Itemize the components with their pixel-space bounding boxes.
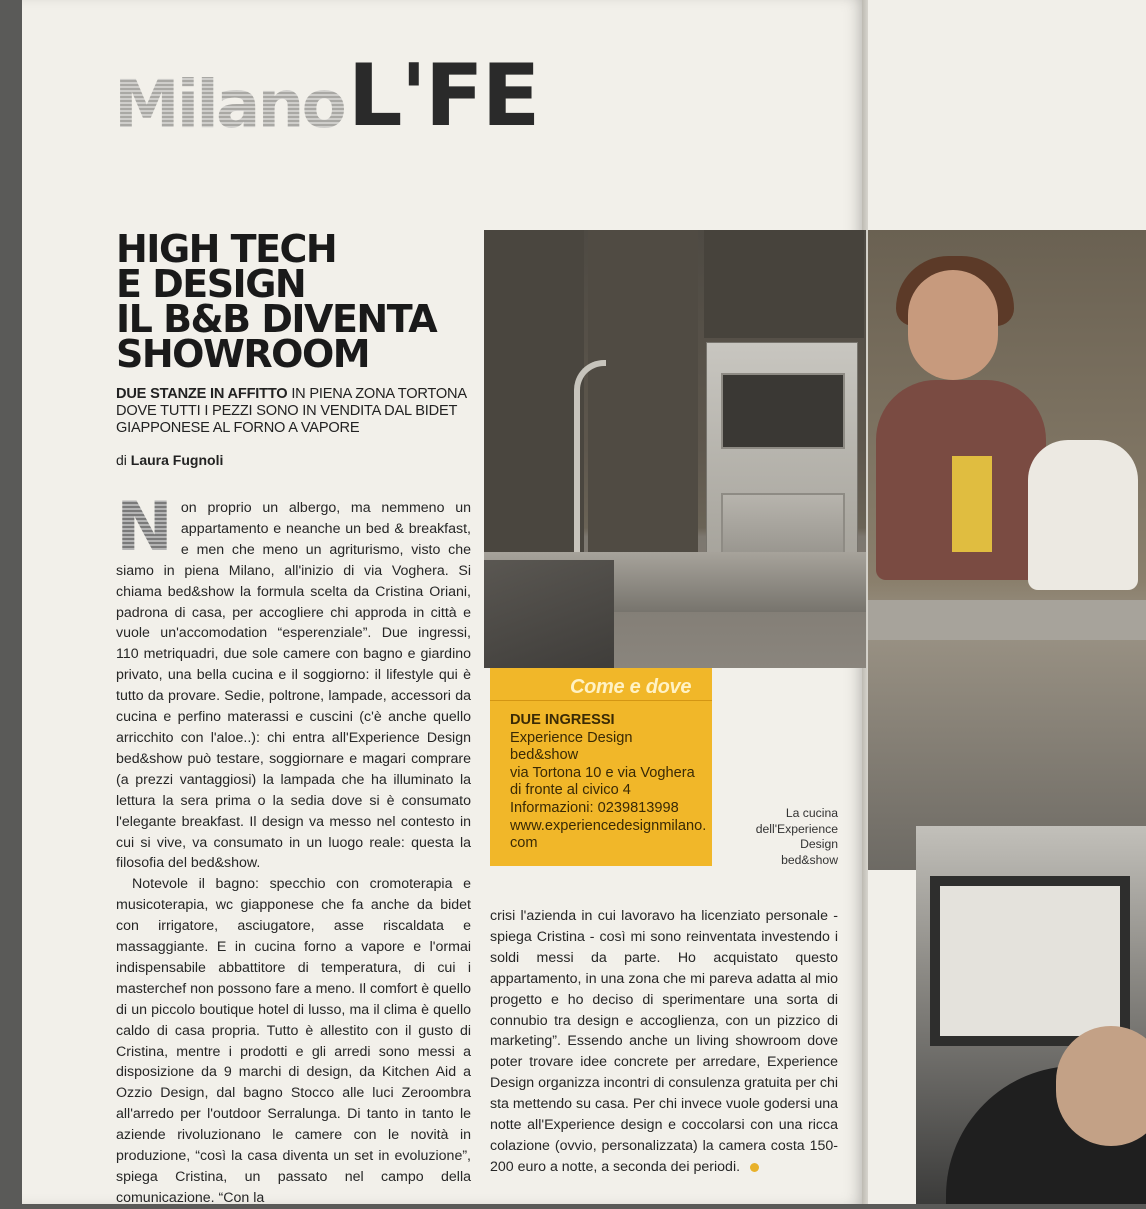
woman-head [908,270,998,380]
byline [116,452,223,468]
paragraph-1 [116,488,471,874]
masthead [114,46,539,147]
info-line: via Tortona 10 e via Voghera [510,764,695,781]
article-column-1 [116,488,471,1209]
headline-line: IL B&B DIVENTA [116,297,437,341]
caption-line: Design [800,837,838,852]
oven-window [721,373,845,449]
caption-line: dell'Experience [755,821,838,836]
info-line: com [510,835,538,852]
photo-caption [720,806,838,868]
byline-author: Laura Fugnoli [130,452,224,468]
info-box-rule [490,700,712,701]
counter-top [868,600,1146,640]
article-subhead [116,386,476,437]
end-bullet-icon [750,1163,759,1172]
caption-line: bed&show [781,852,838,867]
headline-line: HIGH TECH [116,227,337,271]
stand-mixer [1028,440,1138,590]
masthead-life: L'FE [347,46,539,147]
info-box-body [510,712,706,853]
dropcap: N [116,488,173,567]
info-line: Experience Design [510,729,633,746]
info-line: bed&show [510,747,579,764]
cabinet-panel [704,230,864,338]
info-line: Informazioni: 0239813998 [510,799,679,816]
info-box-heading: DUE INGRESSI [510,712,615,728]
kitchen-faucet [574,360,606,566]
byline-prefix: di [116,452,131,468]
masthead-milano: Milano [114,66,344,143]
window-frame [930,876,1130,1046]
grey-towel [484,560,614,668]
article-headline [116,227,476,376]
article-column-2 [490,906,838,1178]
subhead-lead: DUE STANZE IN AFFITTO [116,386,288,402]
cabinet-panel [484,230,584,552]
paragraph-3: crisi l'azienda in cui lavoravo ha licenziato personale - spiega Cristina - così mi sono reinventata investendo i soldi messi da parte. Ho acquistato questo appartamento, in una zona che mi pareva adatta al mio progetto e ho deciso di sperimentare una sorta di connubio tra design e accoglienza, con un pizzico di marketing”. Essendo anche un living showroom dove poter trovare idee concrete per arredare, Experience Design organizza incontri di consulenza gratuita per chi sta mettendo su casa. Per chi invece vuole godersi una notte all'Experience design e coccolarsi con una ricca colazione (ovvio, personalizzata) la camera costa 150-200 euro a notte, a seconda dei periodi. [490,908,838,1175]
headline-line: SHOWROOM [116,332,370,376]
pasta-sheet [952,456,992,552]
caption-line: La cucina [785,806,838,820]
subhead-text: IN PIENA ZONA TORTONA DOVE TUTTI I PEZZI SONO IN VENDITA DAL BIDET GIAPPONESE AL FORNO A VAPORE [116,386,467,436]
info-box-title: Come e dove [570,676,692,698]
headline-line: E DESIGN [116,262,306,306]
paragraph-1-text: on proprio un albergo, ma nemmeno un appartamento e neanche un bed & breakfast, e men che meno un agriturismo, visto che siamo in piena Milano, all'inizio di via Voghera. Si chiama bed&show la formula scelta da Cristina Oriani, padrona di casa, per accogliere chi approda in città e vuole un'accomodation “esperenziale”. Due ingressi, 110 metriquadri, due sole camere con bagno e giardino privato, una bella cucina e il soggiorno: il lifestyle qui è tutto da provare. Sedie, poltrone, lampade, accessori da cucina e perfino materassi e cuscini (c'è anche quello arricchito con l'aloe..): chi entra all'Experience Design bed&show può testare, soggiornare e magari comprare (a prezzi vantaggiosi) la lampada che ha illuminato la lettura la sera prima o la sedia dove si è consumato l'elegante breakfast. Il design va messo nel contesto in cui si vive, va consumato in un luogo reale: questa la filosofia del bed&show. [116,500,471,872]
kitchen-photo [484,230,866,668]
info-line: www.experiencedesignmilano. [510,817,707,834]
person-head [1056,1026,1146,1146]
kitchen-photo-continuation [868,230,1146,870]
paragraph-2: Notevole il bagno: specchio con cromoterapia e musicoterapia, wc giapponese che fa anche da bidet con irrigatore, asciugatore, asse riscaldata e massaggiante. E in cucina forno a vapore e l'ormai indispensabile abbattitore di temperatura, di cui i masterchef non possono fare a meno. Il comfort è quello di un piccolo boutique hotel di lusso, ma il clima è quello caldo di casa propria. Tutto è allestito con il gusto di Cristina, mentre i prodotti e gli arredi sono messi a disposizione da 9 marchi di design, da Kitchen Aid a Ozzio Design, dal bagno Stocco alle luci Zeroombra all'arredo per l'outdoor Serralunga. Di tanto in tanto le aziende rivoluzionano le camere con le novità in produzione, “così la casa diventa un set in evoluzione”, spiega Cristina, un passato nel campo della comunicazione. “Con la [116,876,471,1206]
second-photo [916,826,1146,1204]
right-page [868,0,1146,1204]
info-line: di fronte al civico 4 [510,782,631,799]
